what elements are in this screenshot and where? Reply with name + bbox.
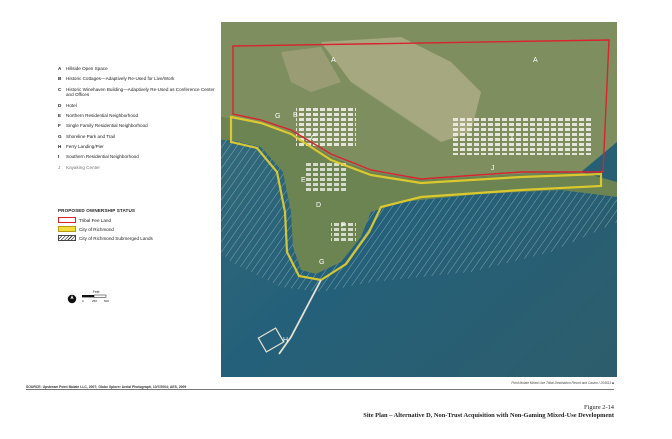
legend-key: D <box>58 102 62 108</box>
ownership-item-submerged <box>58 235 218 241</box>
map-label-g: G <box>275 113 281 120</box>
map-label-d: D <box>316 202 322 209</box>
legend-item <box>58 66 218 72</box>
legend-key: G <box>58 133 62 139</box>
city-of-richmond-swatch <box>58 226 76 232</box>
figure-number: Figure 2-14 <box>584 404 614 411</box>
document-header: Point Molate Mixed-Use Tribal Destination Resort and Casino / 204513 ■ <box>511 381 614 385</box>
submerged-lands-swatch <box>58 235 76 241</box>
legend-key: C <box>58 86 62 92</box>
legend-item <box>58 134 218 140</box>
legend-item <box>58 123 218 129</box>
scale-tick: 250 <box>92 299 98 303</box>
scale-bar <box>66 286 136 308</box>
map-canvas <box>221 22 617 377</box>
hotel-buildings <box>306 162 346 192</box>
legend-text: Northern Residential Neighborhood <box>66 113 139 119</box>
ownership-status-legend <box>58 208 218 245</box>
ownership-item-label: Tribal Fee Land <box>79 217 112 223</box>
legend-item <box>58 144 218 150</box>
figure-title: Site Plan – Alternative D, Non-Trust Acquisition with Non-Gaming Mixed-Use Development <box>363 412 614 419</box>
southern-residential-buildings <box>451 117 591 155</box>
legend-text: Kayaking Center <box>66 164 100 170</box>
legend-text: Historic Winehaven Building—Adaptively Re-Used as Conference Center and Offices <box>66 86 215 98</box>
map-label-c: C <box>311 135 317 142</box>
ownership-item-label: City of Richmond <box>79 226 114 232</box>
legend-key: B <box>58 76 62 82</box>
legend-text: Shoreline Park and Trail <box>66 133 116 139</box>
aerial-site-plan-map <box>221 22 617 377</box>
northern-residential-buildings <box>296 107 356 147</box>
map-label-b: B <box>293 112 298 119</box>
map-label-g2: G <box>319 259 325 266</box>
map-label-h: H <box>283 337 289 344</box>
ownership-item-tribal <box>58 217 218 223</box>
map-label-e: E <box>301 177 306 184</box>
map-label-f: F <box>341 222 346 229</box>
ownership-item-city <box>58 226 218 232</box>
legend-text: Ferry Landing/Pier <box>66 144 104 150</box>
legend-key: J <box>58 164 61 170</box>
legend-item <box>58 154 218 160</box>
scale-tick: 0 <box>82 299 84 303</box>
map-label-i: I <box>511 135 513 142</box>
legend-text: Hotel <box>66 102 77 108</box>
scale-tick: 500 <box>104 299 110 303</box>
legend-item <box>58 113 218 119</box>
ownership-status-title: PROPOSED OWNERSHIP STATUS <box>58 208 136 213</box>
tribal-fee-land-swatch <box>58 217 76 223</box>
legend-text: Single Family Residential Neighborhood <box>66 123 148 129</box>
legend-text: Hillside Open Space <box>66 66 108 71</box>
source-citation: SOURCE: Upstream Point Molate LLC, 2007; Globe Xplorer Aerial Photograph, 10/7/2004; AES, 2009 <box>26 385 187 389</box>
legend-key: A <box>58 66 62 71</box>
map-label-a: A <box>331 57 336 64</box>
legend-key: E <box>58 113 62 119</box>
scale-unit: Feet <box>93 290 100 294</box>
map-label-j: J <box>491 165 495 172</box>
map-label-a2: A <box>533 57 538 64</box>
legend-key: F <box>58 123 61 129</box>
footer-rule <box>26 389 614 390</box>
ownership-item-label: City of Richmond Submerged Lands <box>79 235 153 241</box>
legend-item <box>58 165 218 171</box>
legend-key: I <box>58 154 60 160</box>
legend <box>58 66 218 175</box>
legend-text: Historic Cottages—Adaptively Re-Used for Live/Work <box>66 76 175 82</box>
legend-item <box>58 87 218 98</box>
legend-text: Southern Residential Neighborhood <box>66 154 139 160</box>
legend-key: H <box>58 144 62 150</box>
legend-item <box>58 76 218 82</box>
legend-item <box>58 103 218 109</box>
